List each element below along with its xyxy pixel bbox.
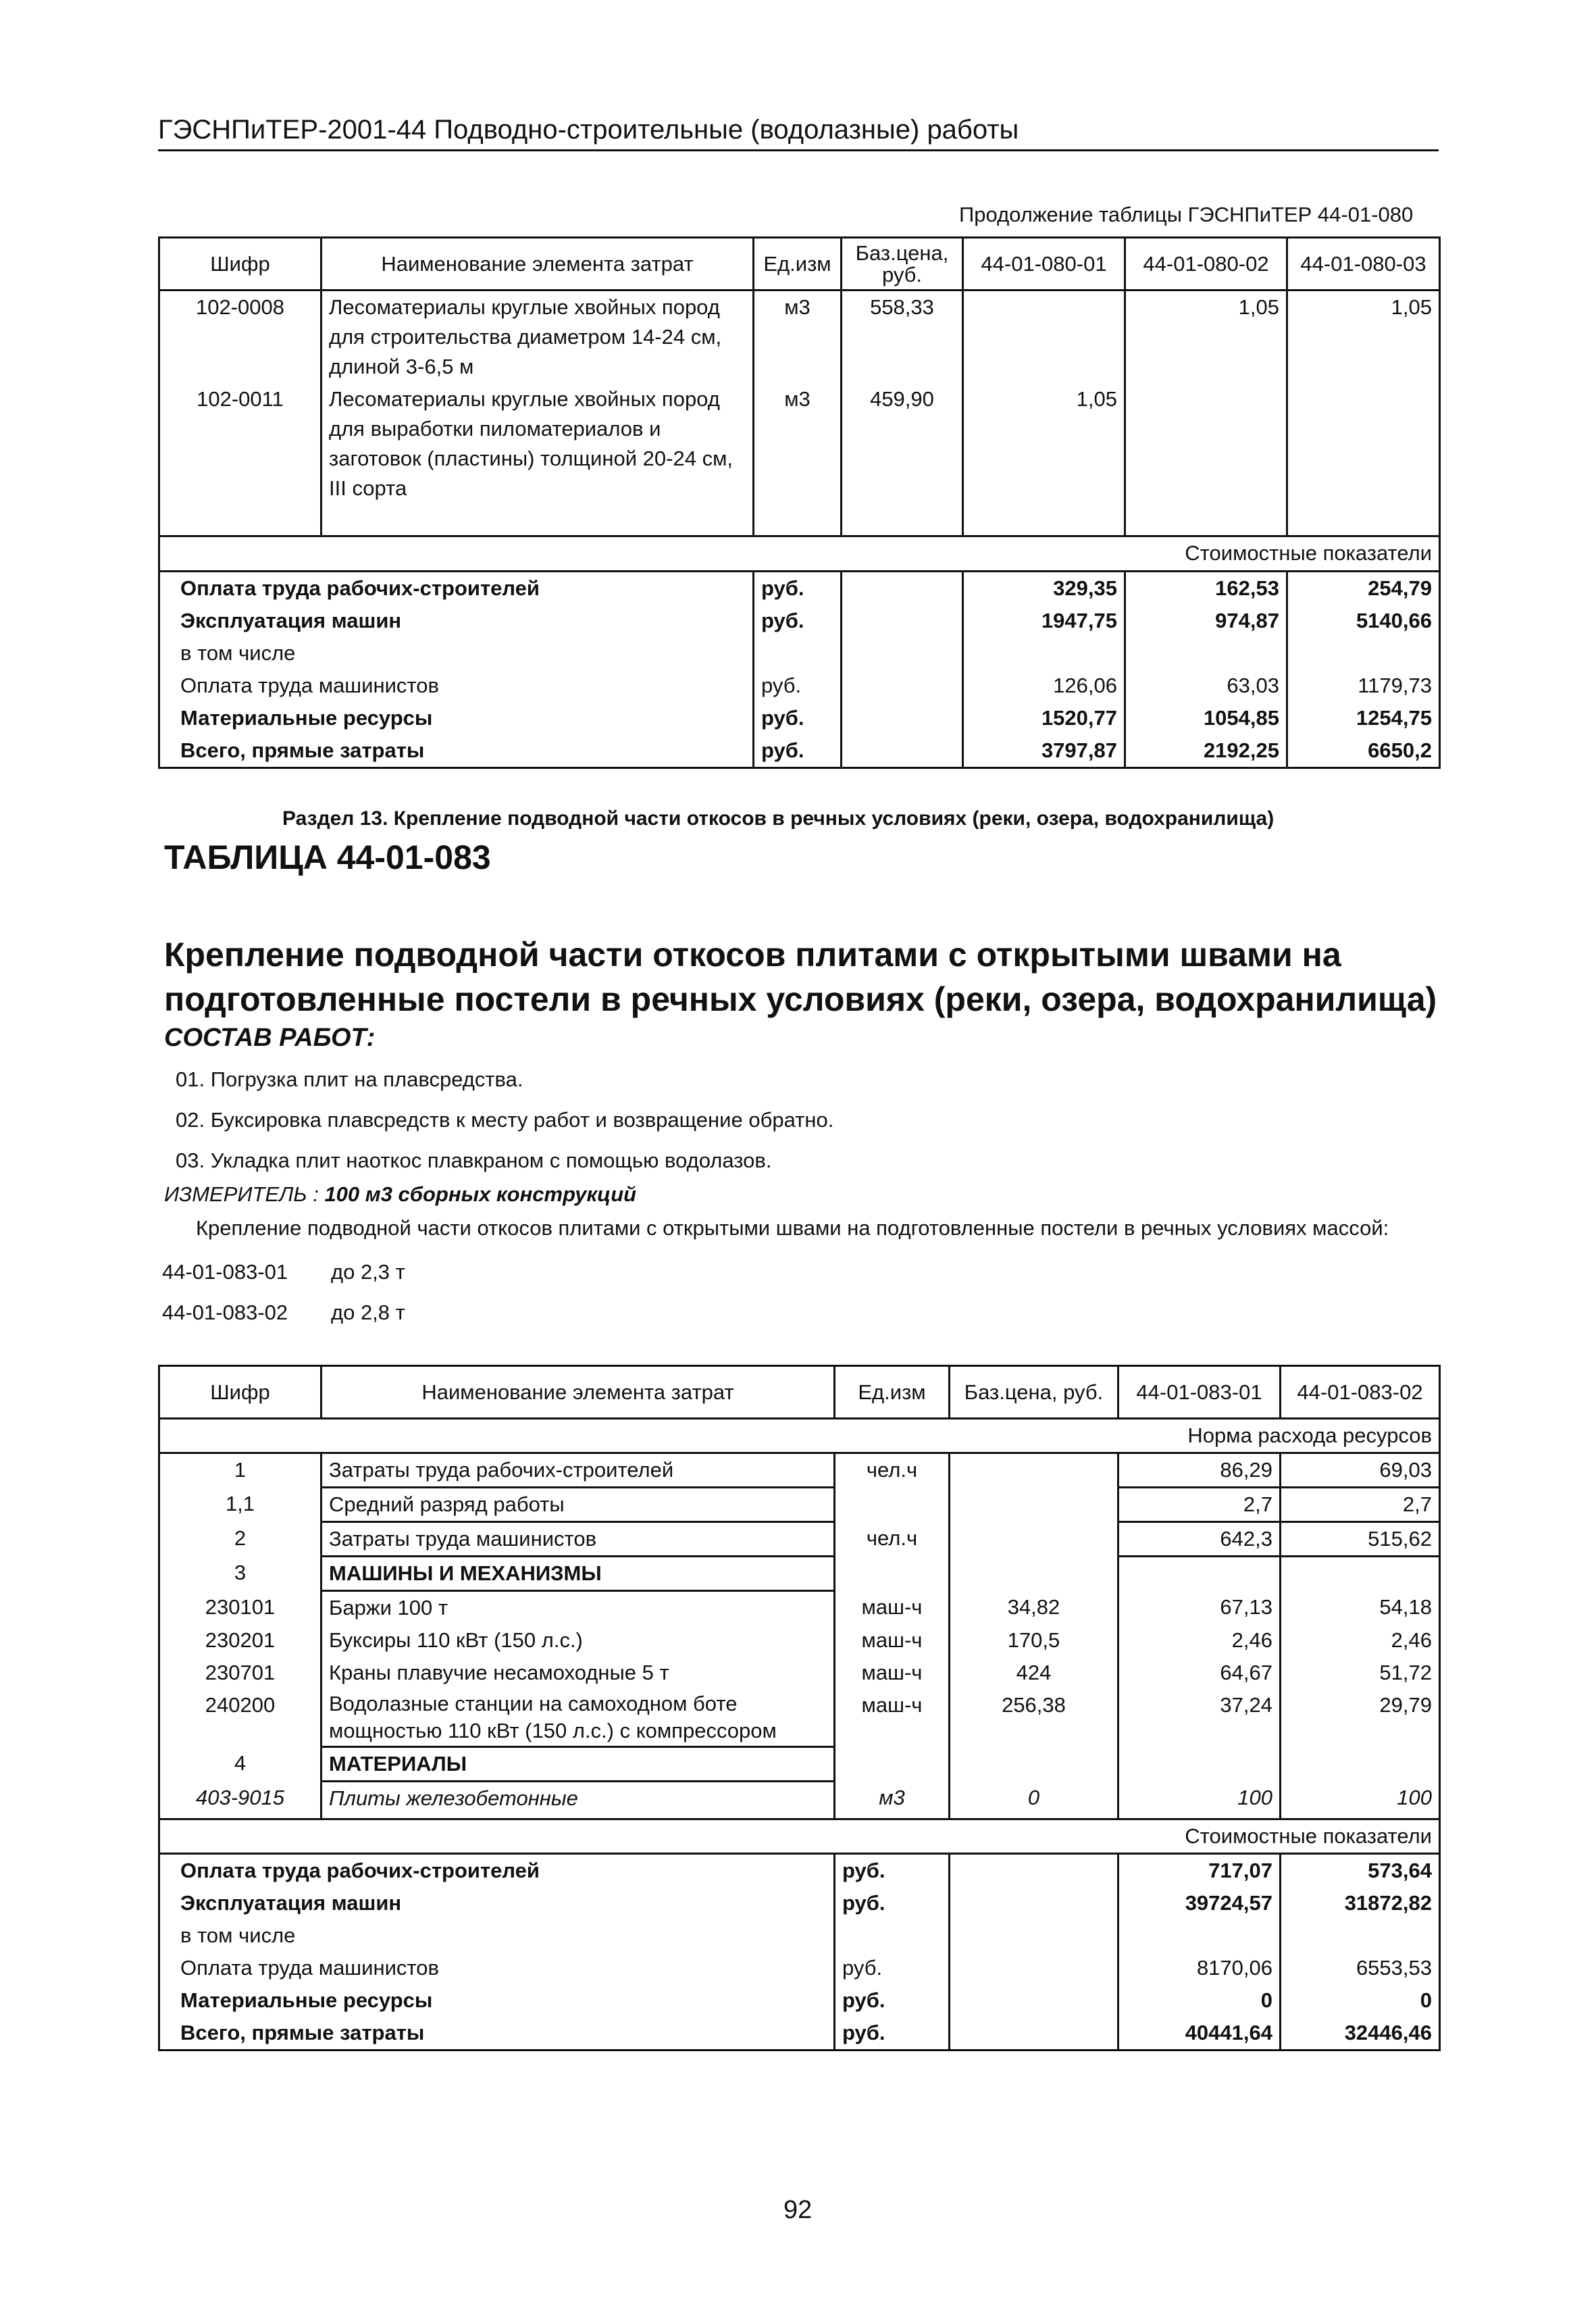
table-row bbox=[159, 291, 1440, 384]
table1-header-row bbox=[159, 238, 1440, 291]
row-v1: 37,24 bbox=[1118, 1689, 1281, 1747]
cost-v2: 162,53 bbox=[1125, 571, 1287, 605]
row-v1: 64,67 bbox=[1118, 1657, 1281, 1689]
row-price bbox=[950, 1522, 1118, 1557]
cost-unit: руб. bbox=[835, 1952, 950, 1984]
row-name: Затраты труда машинистов bbox=[321, 1522, 835, 1557]
work-item: 02. Буксировка плавсредств к месту работ и возвращение обратно. bbox=[176, 1108, 834, 1132]
table-row bbox=[159, 1747, 1440, 1782]
col-code: Шифр bbox=[159, 1366, 321, 1419]
col-v1: 44-01-083-01 bbox=[1118, 1366, 1281, 1419]
row-v1: 642,3 bbox=[1118, 1522, 1281, 1557]
cost-v3: 5140,66 bbox=[1287, 605, 1440, 637]
table1 bbox=[158, 236, 1441, 769]
row-v1 bbox=[963, 291, 1125, 384]
row-name: Затраты труда рабочих-строителей bbox=[321, 1453, 835, 1488]
variant-code: 44-01-083-02 bbox=[162, 1301, 288, 1324]
row-code: 240200 bbox=[159, 1689, 321, 1747]
cost-v2: 2192,25 bbox=[1125, 734, 1287, 768]
row-v3 bbox=[1287, 383, 1440, 536]
page-title: Крепление подводной части откосов плитами с открытыми швами на подготовленные постели в речных условиях (реки, озера, водохранилища) bbox=[164, 936, 1437, 1018]
cost-v2: 1054,85 bbox=[1125, 702, 1287, 734]
row-name: МАШИНЫ И МЕХАНИЗМЫ bbox=[321, 1557, 835, 1591]
cost-label: Всего, прямые затраты bbox=[159, 2017, 835, 2051]
cost-v2: 0 bbox=[1281, 1984, 1440, 2017]
row-name: Баржи 100 т bbox=[321, 1591, 835, 1625]
cost-header: Стоимостные показатели bbox=[159, 1819, 1440, 1854]
cost-v1: 1520,77 bbox=[963, 702, 1125, 734]
col-unit: Ед.изм bbox=[754, 238, 842, 291]
row-v2: 29,79 bbox=[1281, 1689, 1440, 1747]
cost-row bbox=[159, 2017, 1440, 2051]
work-item: 03. Укладка плит наоткос плавкраном с помощью водолазов. bbox=[176, 1149, 772, 1172]
cost-header: Стоимостные показатели bbox=[159, 536, 1440, 571]
table-row bbox=[159, 1488, 1440, 1522]
row-code: 230101 bbox=[159, 1591, 321, 1625]
col-code: Шифр bbox=[159, 238, 321, 291]
row-code: 4 bbox=[159, 1747, 321, 1782]
cost-row bbox=[159, 734, 1440, 768]
cost-v3: 6650,2 bbox=[1287, 734, 1440, 768]
table-row bbox=[159, 383, 1440, 536]
row-code: 1 bbox=[159, 1453, 321, 1488]
cost-unit: руб. bbox=[835, 1854, 950, 1888]
row-v2: 2,7 bbox=[1281, 1488, 1440, 1522]
row-price: 256,38 bbox=[950, 1689, 1118, 1747]
row-code: 230201 bbox=[159, 1624, 321, 1657]
col-v3: 44-01-080-03 bbox=[1287, 238, 1440, 291]
table1-caption: Продолжение таблицы ГЭСНПиТЕР 44-01-080 bbox=[959, 203, 1414, 226]
row-name: МАТЕРИАЛЫ bbox=[321, 1747, 835, 1782]
cost-v1: 40441,64 bbox=[1118, 2017, 1281, 2051]
row-v1: 67,13 bbox=[1118, 1591, 1281, 1625]
row-v2: 100 bbox=[1281, 1782, 1440, 1819]
cost-v2: 6553,53 bbox=[1281, 1952, 1440, 1984]
cost-label: Эксплуатация машин bbox=[159, 1887, 835, 1919]
row-name: Плиты железобетонные bbox=[321, 1782, 835, 1819]
cost-v1: 0 bbox=[1118, 1984, 1281, 2017]
cost-label: Оплата труда машинистов bbox=[159, 1952, 835, 1984]
cost-v1: 126,06 bbox=[963, 670, 1125, 702]
col-unit: Ед.изм bbox=[835, 1366, 950, 1419]
cost-v2: 32446,46 bbox=[1281, 2017, 1440, 2051]
measure-value: 100 м3 сборных конструкций bbox=[324, 1182, 637, 1206]
row-v1: 2,7 bbox=[1118, 1488, 1281, 1522]
cost-row bbox=[159, 1887, 1440, 1919]
variant-code: 44-01-083-01 bbox=[162, 1260, 288, 1284]
row-price: 459,90 bbox=[842, 383, 963, 536]
row-name: Лесоматериалы круглые хвойных пород для строительства диаметром 14-24 см, длиной 3-6,5 м bbox=[321, 291, 754, 384]
norm-header: Норма расхода ресурсов bbox=[159, 1419, 1440, 1453]
cost-v1: 1947,75 bbox=[963, 605, 1125, 637]
row-v2: 51,72 bbox=[1281, 1657, 1440, 1689]
row-price: 558,33 bbox=[842, 291, 963, 384]
row-name: Краны плавучие несамоходные 5 т bbox=[321, 1657, 835, 1689]
table-row bbox=[159, 1624, 1440, 1657]
row-unit: маш-ч bbox=[835, 1689, 950, 1747]
cost-header-row bbox=[159, 1819, 1440, 1854]
row-unit: м3 bbox=[754, 291, 842, 384]
col-v1: 44-01-080-01 bbox=[963, 238, 1125, 291]
variant-value: до 2,3 т bbox=[331, 1260, 405, 1284]
table-row bbox=[159, 1522, 1440, 1557]
norm-header-row bbox=[159, 1419, 1440, 1453]
cost-v1: 717,07 bbox=[1118, 1854, 1281, 1888]
row-unit: м3 bbox=[754, 383, 842, 536]
cost-v2: 573,64 bbox=[1281, 1854, 1440, 1888]
cost-v2: 63,03 bbox=[1125, 670, 1287, 702]
row-name: Средний разряд работы bbox=[321, 1488, 835, 1522]
work-composition-title: СОСТАВ РАБОТ: bbox=[164, 1024, 376, 1052]
row-v2: 1,05 bbox=[1125, 291, 1287, 384]
row-v2: 515,62 bbox=[1281, 1522, 1440, 1557]
cost-row bbox=[159, 670, 1440, 702]
row-name: Водолазные станции на самоходном боте мощностью 110 кВт (150 л.с.) с компрессором bbox=[321, 1689, 835, 1747]
row-unit: маш-ч bbox=[835, 1624, 950, 1657]
cost-unit: руб. bbox=[835, 1984, 950, 2017]
row-code: 2 bbox=[159, 1522, 321, 1557]
row-code: 1,1 bbox=[159, 1488, 321, 1522]
cost-row bbox=[159, 1984, 1440, 2017]
table-row bbox=[159, 1689, 1440, 1747]
row-price: 424 bbox=[950, 1657, 1118, 1689]
cost-unit: руб. bbox=[754, 702, 842, 734]
cost-unit: руб. bbox=[835, 1887, 950, 1919]
row-v3: 1,05 bbox=[1287, 291, 1440, 384]
col-name: Наименование элемента затрат bbox=[321, 1366, 835, 1419]
cost-label: Оплата труда рабочих-строителей bbox=[159, 1854, 835, 1888]
cost-v2: 31872,82 bbox=[1281, 1887, 1440, 1919]
row-unit: маш-ч bbox=[835, 1657, 950, 1689]
table-row bbox=[159, 1453, 1440, 1488]
row-v1: 100 bbox=[1118, 1782, 1281, 1819]
row-v1: 2,46 bbox=[1118, 1624, 1281, 1657]
table2-costs bbox=[159, 1854, 1440, 2051]
cost-unit: руб. bbox=[754, 571, 842, 605]
section-title: Раздел 13. Крепление подводной части откосов в речных условиях (реки, озера, водохранилища) bbox=[282, 807, 1275, 830]
row-price: 0 bbox=[950, 1782, 1118, 1819]
cost-row bbox=[159, 1919, 1440, 1952]
cost-v1: 39724,57 bbox=[1118, 1887, 1281, 1919]
row-name: Буксиры 110 кВт (150 л.с.) bbox=[321, 1624, 835, 1657]
row-price bbox=[950, 1488, 1118, 1522]
table-row bbox=[159, 1591, 1440, 1625]
row-v2: 54,18 bbox=[1281, 1591, 1440, 1625]
row-price bbox=[950, 1453, 1118, 1488]
table1-costs bbox=[159, 571, 1440, 768]
measure-label: ИЗМЕРИТЕЛЬ : bbox=[164, 1182, 325, 1206]
row-unit: м3 bbox=[835, 1782, 950, 1819]
col-v2: 44-01-080-02 bbox=[1125, 238, 1287, 291]
table-row bbox=[159, 1557, 1440, 1591]
cost-unit: руб. bbox=[754, 605, 842, 637]
col-price: Баз.цена, руб. bbox=[950, 1366, 1118, 1419]
work-item: 01. Погрузка плит на плавсредства. bbox=[176, 1067, 523, 1091]
row-v2 bbox=[1125, 383, 1287, 536]
cost-label: в том числе bbox=[159, 637, 754, 670]
cost-header-row bbox=[159, 536, 1440, 571]
cost-label: Материальные ресурсы bbox=[159, 1984, 835, 2017]
variant-value: до 2,8 т bbox=[331, 1301, 405, 1324]
cost-label: Эксплуатация машин bbox=[159, 605, 754, 637]
cost-unit: руб. bbox=[835, 2017, 950, 2051]
table-row bbox=[159, 1657, 1440, 1689]
row-code: 102-0008 bbox=[159, 291, 321, 384]
row-code: 230701 bbox=[159, 1657, 321, 1689]
row-v2: 69,03 bbox=[1281, 1453, 1440, 1488]
cost-v2: 974,87 bbox=[1125, 605, 1287, 637]
row-v1: 1,05 bbox=[963, 383, 1125, 536]
row-unit: чел.ч bbox=[835, 1453, 950, 1488]
row-unit bbox=[835, 1488, 950, 1522]
col-v2: 44-01-083-02 bbox=[1281, 1366, 1440, 1419]
row-code: 3 bbox=[159, 1557, 321, 1591]
cost-label: Материальные ресурсы bbox=[159, 702, 754, 734]
cost-row bbox=[159, 1952, 1440, 1984]
description: Крепление подводной части откосов плитами с открытыми швами на подготовленные постели в речных условиях массой: bbox=[196, 1216, 1389, 1240]
col-price: Баз.цена, руб. bbox=[842, 238, 963, 291]
cost-label: Оплата труда рабочих-строителей bbox=[159, 571, 754, 605]
cost-v1: 8170,06 bbox=[1118, 1952, 1281, 1984]
cost-unit: руб. bbox=[754, 670, 842, 702]
row-price: 34,82 bbox=[950, 1591, 1118, 1625]
cost-row bbox=[159, 571, 1440, 605]
cost-v3: 254,79 bbox=[1287, 571, 1440, 605]
cost-row bbox=[159, 702, 1440, 734]
row-price: 170,5 bbox=[950, 1624, 1118, 1657]
table-row bbox=[159, 1782, 1440, 1819]
cost-row bbox=[159, 605, 1440, 637]
row-unit: маш-ч bbox=[835, 1591, 950, 1625]
cost-label: в том числе bbox=[159, 1919, 835, 1952]
table-title: ТАБЛИЦА 44-01-083 bbox=[164, 838, 491, 876]
col-name: Наименование элемента затрат bbox=[321, 238, 754, 291]
row-v1: 86,29 bbox=[1118, 1453, 1281, 1488]
page-number: 92 bbox=[783, 2196, 813, 2224]
table2-header-row bbox=[159, 1366, 1440, 1419]
measure-line bbox=[164, 1182, 636, 1207]
cost-v1: 3797,87 bbox=[963, 734, 1125, 768]
row-name: Лесоматериалы круглые хвойных пород для выработки пиломатериалов и заготовок (пластины) толщиной 20-24 см, III сорта bbox=[321, 383, 754, 536]
cost-v3: 1254,75 bbox=[1287, 702, 1440, 734]
cost-row bbox=[159, 637, 1440, 670]
row-code: 403-9015 bbox=[159, 1782, 321, 1819]
cost-v1: 329,35 bbox=[963, 571, 1125, 605]
cost-unit: руб. bbox=[754, 734, 842, 768]
page-header: ГЭСНПиТЕР-2001-44 Подводно-строительные (водолазные) работы bbox=[158, 115, 1439, 151]
cost-row bbox=[159, 1854, 1440, 1888]
cost-label: Оплата труда машинистов bbox=[159, 670, 754, 702]
row-code: 102-0011 bbox=[159, 383, 321, 536]
row-v2: 2,46 bbox=[1281, 1624, 1440, 1657]
cost-v3: 1179,73 bbox=[1287, 670, 1440, 702]
cost-label: Всего, прямые затраты bbox=[159, 734, 754, 768]
table2 bbox=[158, 1365, 1441, 2051]
row-unit: чел.ч bbox=[835, 1522, 950, 1557]
